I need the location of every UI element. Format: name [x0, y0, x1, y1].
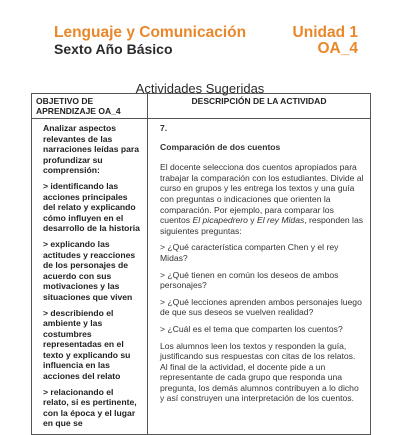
activity-cell — [148, 119, 371, 435]
activity-title: Comparación de dos cuentos — [160, 141, 281, 152]
activity-closing: Los alumnos leen los textos y responden la guía, justificando sus respuestas con citas de los relatos. Al final de la actividad, el docente pide a un representante de cada grupo que responda una pregunta, los demás alumnos contribuyen a lo dicho y así construyen una interpretación de los cuentos. — [160, 340, 359, 404]
table-header-row — [32, 94, 371, 119]
description-text: , responden las siguientes preguntas: — [160, 215, 364, 236]
objective-item: > relacionando el relato, si es pertinente, con la época y el lugar en que se — [43, 386, 137, 429]
story-title-2: El rey Midas — [257, 215, 305, 226]
description-text: y — [247, 215, 257, 226]
objective-item: > describiendo el ambiente y las costumbres representadas en el texto y explicando su influencia en las acciones del relato — [43, 307, 131, 382]
header-right — [293, 24, 358, 57]
question-item: > ¿Qué característica comparten Chen y el rey Midas? — [160, 242, 339, 263]
objective-column-header: OBJETIVO DE APRENDIZAJE OA_4 — [32, 94, 148, 119]
unit-label: Unidad 1 — [292, 24, 358, 41]
question-item: > ¿Cuál es el tema que comparten los cuentos? — [160, 323, 343, 334]
activity-description — [160, 162, 364, 236]
subject-title: Lenguaje y Comunicación — [54, 24, 247, 41]
activities-table — [31, 93, 371, 435]
objective-intro: Analizar aspectos relevantes de las narraciones leídas para profundizar su comprensión: — [43, 123, 140, 176]
objective-item: > identificando las acciones principales del relato y explicando cómo influyen en el desarrollo de la historia — [43, 180, 140, 234]
grade-level: Sexto Año Básico — [54, 41, 173, 57]
objective-cell — [32, 119, 148, 435]
header-left — [54, 24, 246, 57]
activity-column-header: DESCRIPCIÓN DE LA ACTIVIDAD — [148, 94, 371, 119]
question-item: > ¿Qué lecciones aprenden ambos personajes luego de que sus deseos se vuelven realidad? — [160, 296, 362, 318]
story-title-1: El picapedrero — [192, 215, 248, 226]
question-item: > ¿Qué tienen en común los deseos de ambos personajes? — [160, 269, 339, 291]
section-title: Actividades Sugeridas — [135, 81, 265, 96]
table-row — [32, 119, 371, 435]
description-text: El docente selecciona dos cuentos apropiados para trabajar la comparación con los estudiantes. Divide al curso en grupos y les entrega los textos y una guía con preguntas o indicaciones que orienten la comparación. Por ejemplo, para comparar los cuentos — [160, 162, 364, 226]
objective-item: > explicando las actitudes y reacciones de los personajes de acuerdo con sus motivaciones y las situaciones que viven — [43, 238, 136, 302]
activity-number: 7. — [160, 123, 168, 133]
objective-code: OA_4 — [317, 40, 358, 57]
